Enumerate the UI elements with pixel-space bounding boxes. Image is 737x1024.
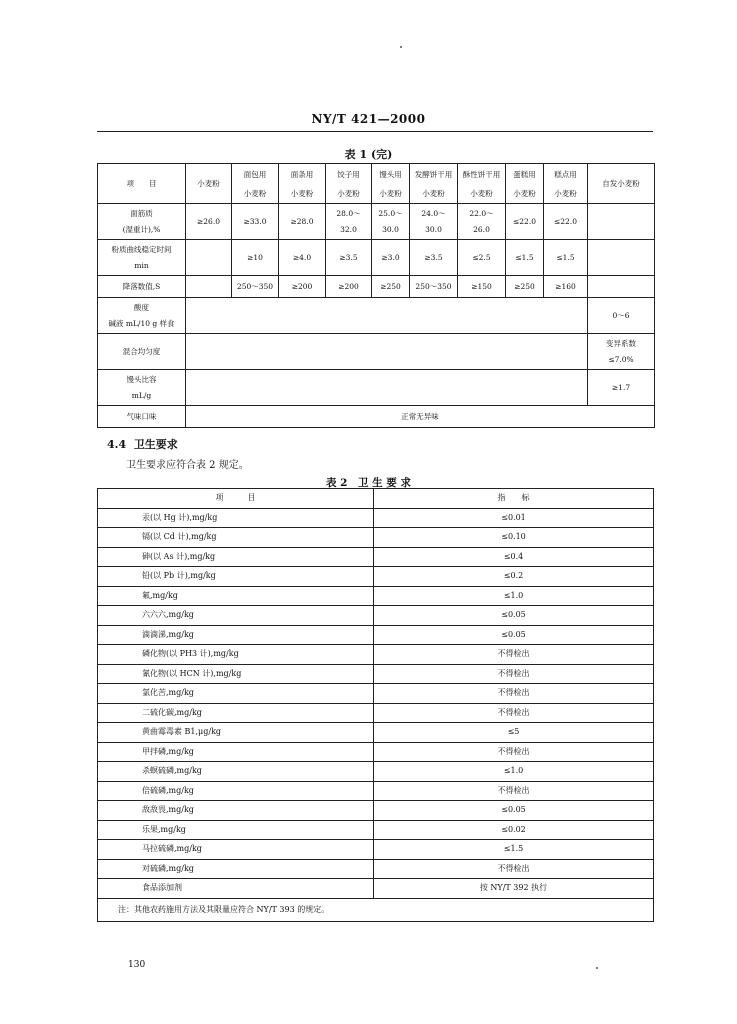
table-row xyxy=(98,840,654,860)
value-cell: 变异系数 ≤7.0% xyxy=(588,334,655,370)
value-cell: ≥3.0 xyxy=(372,240,410,276)
table-row xyxy=(98,547,654,567)
limit-cell: 不得检出 xyxy=(374,859,654,879)
row-label: 馒头比容 mL/g xyxy=(98,370,186,406)
item-cell: 氯化苦,mg/kg xyxy=(98,684,374,704)
value-cell: ≥150 xyxy=(458,276,506,298)
value-cell: ≤1.5 xyxy=(544,240,588,276)
row-label: 气味口味 xyxy=(98,406,186,428)
row-label: 降落数值,S xyxy=(98,276,186,298)
limit-cell: ≤0.4 xyxy=(374,547,654,567)
value-cell: 正常无异味 xyxy=(186,406,655,428)
value-cell: 0～6 xyxy=(588,298,655,334)
section-body: 卫生要求应符合表 2 规定。 xyxy=(126,460,249,471)
value-cell xyxy=(588,240,655,276)
value-cell: 28.0～ 32.0 xyxy=(326,204,372,240)
row-label: 粉质曲线稳定时间 min xyxy=(98,240,186,276)
value-cell: 250～350 xyxy=(232,276,279,298)
header-cell: 饺子用 小麦粉 xyxy=(326,164,372,204)
value-cell: ≥250 xyxy=(372,276,410,298)
note: 注：其他农药施用方法及其限量应符合 NY/T 393 的规定。 xyxy=(98,898,654,921)
item-cell: 汞(以 Hg 计),mg/kg xyxy=(98,508,374,528)
value-cell xyxy=(588,276,655,298)
empty-span xyxy=(186,370,588,406)
header-cell: 自发小麦粉 xyxy=(588,164,655,204)
table-row xyxy=(98,762,654,782)
item-cell: 黄曲霉毒素 B1,μg/kg xyxy=(98,723,374,743)
table-row xyxy=(98,684,654,704)
value-cell xyxy=(186,276,232,298)
item-cell: 食品添加剂 xyxy=(98,879,374,899)
header-cell: 馒头用 小麦粉 xyxy=(372,164,410,204)
limit-cell: ≤0.05 xyxy=(374,606,654,626)
acidity-row xyxy=(98,298,655,334)
table2-header-row xyxy=(98,489,654,509)
table-row xyxy=(98,742,654,762)
page-number: 130 xyxy=(128,960,146,970)
table-row xyxy=(98,781,654,801)
standard-code: NY/T 421—2000 xyxy=(311,112,426,126)
value-cell: ≥160 xyxy=(544,276,588,298)
table1-header-row xyxy=(98,164,655,204)
item-cell: 磷化物(以 PH3 计),mg/kg xyxy=(98,645,374,665)
table-row xyxy=(98,801,654,821)
value-cell xyxy=(186,240,232,276)
empty-span xyxy=(186,298,588,334)
value-cell: ≤22.0 xyxy=(506,204,544,240)
limit-cell: ≤1.0 xyxy=(374,586,654,606)
falling-number-row xyxy=(98,276,655,298)
limit-cell: 不得检出 xyxy=(374,742,654,762)
table2-caption: 表 2 卫 生 要 求 xyxy=(326,477,411,489)
item-cell: 铅(以 Pb 计),mg/kg xyxy=(98,567,374,587)
limit-cell: 按 NY/T 392 执行 xyxy=(374,879,654,899)
table-row xyxy=(98,586,654,606)
mixing-row xyxy=(98,334,655,370)
row-label: 酸度 碱液 mL/10 g 样食 xyxy=(98,298,186,334)
value-cell: ≥26.0 xyxy=(186,204,232,240)
limit-cell: ≤1.5 xyxy=(374,840,654,860)
value-cell xyxy=(588,204,655,240)
header-rule xyxy=(97,131,653,132)
empty-span xyxy=(186,334,588,370)
header-cell: 发酵饼干用 小麦粉 xyxy=(410,164,458,204)
item-cell: 镉(以 Cd 计),mg/kg xyxy=(98,528,374,548)
table-row xyxy=(98,723,654,743)
stability-row xyxy=(98,240,655,276)
value-cell: ≥3.5 xyxy=(326,240,372,276)
item-cell: 六六六,mg/kg xyxy=(98,606,374,626)
limit-cell: ≤0.05 xyxy=(374,801,654,821)
table-row xyxy=(98,528,654,548)
table-row xyxy=(98,703,654,723)
limit-cell: 不得检出 xyxy=(374,684,654,704)
header-cell: 面包用 小麦粉 xyxy=(232,164,279,204)
limit-cell: ≤0.02 xyxy=(374,820,654,840)
value-cell: ≥3.5 xyxy=(410,240,458,276)
scan-speck xyxy=(596,967,598,969)
header-cell: 蛋糕用 小麦粉 xyxy=(506,164,544,204)
item-cell: 滴滴涕,mg/kg xyxy=(98,625,374,645)
gluten-row xyxy=(98,204,655,240)
item-cell: 敌敌畏,mg/kg xyxy=(98,801,374,821)
table-row xyxy=(98,879,654,899)
value-cell: ≥10 xyxy=(232,240,279,276)
value-cell: ≥1.7 xyxy=(588,370,655,406)
value-cell: 250～350 xyxy=(410,276,458,298)
note-row xyxy=(98,898,654,921)
limit-cell: 不得检出 xyxy=(374,781,654,801)
scan-speck xyxy=(400,46,402,48)
section-heading: 4.4 卫生要求 xyxy=(107,438,178,451)
item-cell: 乐果,mg/kg xyxy=(98,820,374,840)
limit-cell: ≤0.01 xyxy=(374,508,654,528)
table-row xyxy=(98,664,654,684)
value-cell: ≥4.0 xyxy=(279,240,326,276)
value-cell: ≥200 xyxy=(326,276,372,298)
item-cell: 甲拌磷,mg/kg xyxy=(98,742,374,762)
table-row xyxy=(98,820,654,840)
limit-cell: 不得检出 xyxy=(374,703,654,723)
quality-table xyxy=(97,163,655,428)
limit-cell: 不得检出 xyxy=(374,645,654,665)
item-cell: 倍硫磷,mg/kg xyxy=(98,781,374,801)
table1-caption: 表 1 (完) xyxy=(344,148,393,161)
row-label: 面筋质 (湿重计),% xyxy=(98,204,186,240)
header-cell: 小麦粉 xyxy=(186,164,232,204)
limit-cell: 不得检出 xyxy=(374,664,654,684)
volume-row xyxy=(98,370,655,406)
item-cell: 对硫磷,mg/kg xyxy=(98,859,374,879)
header-cell: 项 目 xyxy=(98,489,374,509)
limit-cell: ≤1.0 xyxy=(374,762,654,782)
item-cell: 氰化物(以 HCN 计),mg/kg xyxy=(98,664,374,684)
value-cell: 25.0～ 30.0 xyxy=(372,204,410,240)
header-cell: 面条用 小麦粉 xyxy=(279,164,326,204)
header-cell: 项 目 xyxy=(98,164,186,204)
table-row xyxy=(98,606,654,626)
value-cell: ≤1.5 xyxy=(506,240,544,276)
value-cell: ≤2.5 xyxy=(458,240,506,276)
item-cell: 砷(以 As 计),mg/kg xyxy=(98,547,374,567)
row-label: 混合均匀度 xyxy=(98,334,186,370)
table-row xyxy=(98,859,654,879)
table-row xyxy=(98,508,654,528)
taste-row xyxy=(98,406,655,428)
item-cell: 杀螟硫磷,mg/kg xyxy=(98,762,374,782)
header-cell: 酥性饼干用 小麦粉 xyxy=(458,164,506,204)
item-cell: 二硫化碳,mg/kg xyxy=(98,703,374,723)
hygiene-table xyxy=(97,488,654,922)
header-cell: 指 标 xyxy=(374,489,654,509)
value-cell: ≤22.0 xyxy=(544,204,588,240)
header-cell: 糕点用 小麦粉 xyxy=(544,164,588,204)
table-row xyxy=(98,625,654,645)
value-cell: ≥28.0 xyxy=(279,204,326,240)
limit-cell: ≤0.10 xyxy=(374,528,654,548)
limit-cell: ≤0.05 xyxy=(374,625,654,645)
value-cell: 22.0～ 26.0 xyxy=(458,204,506,240)
table-row xyxy=(98,567,654,587)
table-row xyxy=(98,645,654,665)
limit-cell: ≤5 xyxy=(374,723,654,743)
value-cell: 24.0～ 30.0 xyxy=(410,204,458,240)
item-cell: 氟,mg/kg xyxy=(98,586,374,606)
limit-cell: ≤0.2 xyxy=(374,567,654,587)
value-cell: ≥200 xyxy=(279,276,326,298)
item-cell: 马拉硫磷,mg/kg xyxy=(98,840,374,860)
value-cell: ≥250 xyxy=(506,276,544,298)
value-cell: ≥33.0 xyxy=(232,204,279,240)
